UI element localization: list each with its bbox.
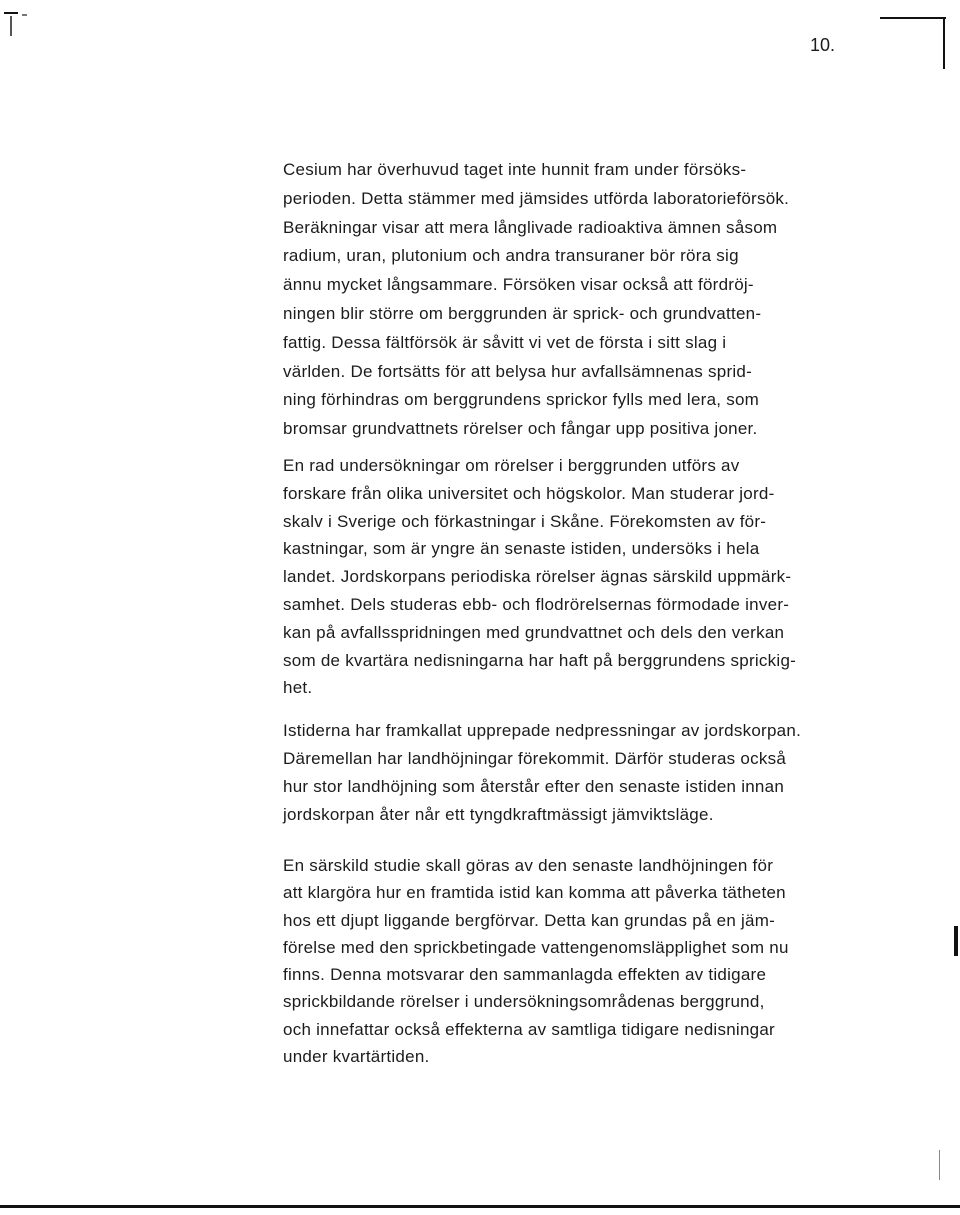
- text-line: som de kvartära nedisningarna har haft på berggrundens sprickig-: [283, 650, 797, 670]
- text-line: kastningar, som är yngre än senaste istiden, undersöks i hela: [283, 539, 760, 559]
- text-line: fattig. Dessa fältförsök är såvitt vi vet de första i sitt slag i: [283, 332, 727, 352]
- text-line: het.: [283, 678, 313, 698]
- text-line: forskare från olika universitet och högskolor. Man studerar jord-: [283, 483, 775, 503]
- paragraph: [283, 852, 923, 1070]
- paragraph: [283, 156, 923, 444]
- text-line: hur stor landhöjning som återstår efter den senaste istiden innan: [283, 777, 785, 796]
- text-line: En särskild studie skall göras av den senaste landhöjningen för: [283, 856, 774, 875]
- text-line: Cesium har överhuvud taget inte hunnit fram under försöks-: [283, 160, 747, 179]
- page-corner-bracket: [880, 17, 946, 19]
- text-line: jordskorpan åter når ett tyngdkraftmässigt jämviktsläge.: [283, 805, 714, 824]
- scan-corner-mark: [10, 16, 12, 36]
- text-line: samhet. Dels studeras ebb- och flodrörelsernas förmodade inver-: [283, 594, 790, 614]
- text-line: finns. Denna motsvarar den sammanlagda effekten av tidigare: [283, 965, 767, 985]
- text-line: landet. Jordskorpans periodiska rörelser ägnas särskild uppmärk-: [283, 567, 792, 587]
- text-line: kan på avfallsspridningen med grundvattnet och dels den verkan: [283, 622, 785, 642]
- text-line: En rad undersökningar om rörelser i berggrunden utförs av: [283, 456, 740, 475]
- text-line: Istiderna har framkallat upprepade nedpressningar av jordskorpan.: [283, 721, 802, 740]
- text-line: hos ett djupt liggande bergförvar. Detta kan grundas på en jäm-: [283, 910, 776, 930]
- text-line: skalv i Sverige och förkastningar i Skåne. Förekomsten av för-: [283, 511, 767, 531]
- page-bottom-border: [0, 1205, 960, 1208]
- text-line: bromsar grundvattnets rörelser och fångar upp positiva joner.: [283, 419, 758, 439]
- scan-corner-mark: [22, 14, 27, 16]
- text-line: och innefattar också effekterna av samtliga tidigare nedisningar: [283, 1019, 775, 1039]
- page-number: 10.: [810, 35, 836, 55]
- scan-edge-mark: [954, 926, 958, 956]
- text-line: under kvartärtiden.: [283, 1047, 430, 1067]
- text-line: Beräkningar visar att mera långlivade radioaktiva ämnen såsom: [283, 217, 778, 237]
- text-line: att klargöra hur en framtida istid kan komma att påverka tätheten: [283, 883, 786, 903]
- paragraph: [283, 717, 923, 829]
- text-line: Däremellan har landhöjningar förekommit. Därför studeras också: [283, 749, 787, 768]
- scan-edge-mark: [939, 1150, 940, 1180]
- text-line: sprickbildande rörelser i undersökningsområdenas berggrund,: [283, 992, 765, 1012]
- text-line: ningen blir större om berggrunden är sprick- och grundvatten-: [283, 303, 762, 323]
- text-line: världen. De fortsätts för att belysa hur avfallsämnenas sprid-: [283, 361, 753, 381]
- text-line: förelse med den sprickbetingade vattengenomsläpplighet som nu: [283, 937, 789, 957]
- text-line: ännu mycket långsammare. Försöken visar också att fördröj-: [283, 275, 754, 295]
- scan-corner-mark: [4, 12, 18, 14]
- text-line: perioden. Detta stämmer med jämsides utförda laboratorieförsök.: [283, 188, 790, 208]
- text-line: radium, uran, plutonium och andra transuraner bör röra sig: [283, 246, 739, 266]
- page-corner-bracket: [943, 17, 945, 69]
- text-line: ning förhindras om berggrundens sprickor fylls med lera, som: [283, 390, 760, 410]
- paragraph: [283, 452, 923, 702]
